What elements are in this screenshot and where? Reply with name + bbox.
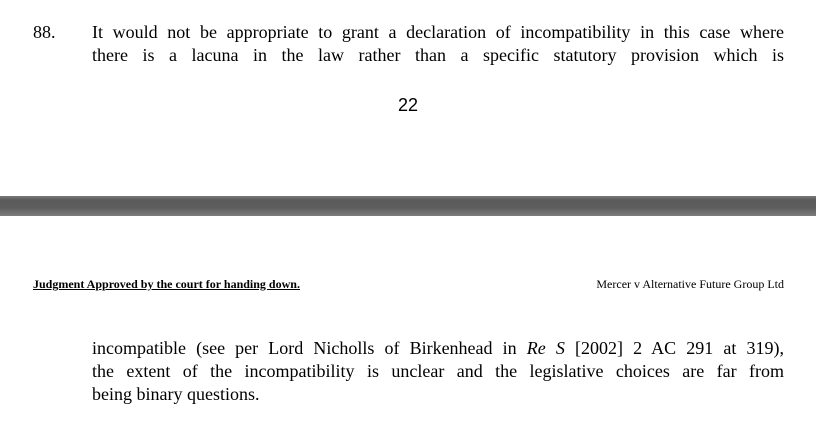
page-top <box>0 0 816 196</box>
page-separator <box>0 196 816 216</box>
paragraph-line: being binary questions. <box>92 384 260 404</box>
paragraph-number: 88. <box>33 22 56 42</box>
text-segment: [2002] 2 AC 291 at 319), <box>564 338 784 358</box>
judgment-header: Judgment Approved by the court for handing down. <box>33 277 300 291</box>
paragraph-line: there is a lacuna in the law rather than a specific statutory provision which is <box>92 45 784 65</box>
case-citation: Re S <box>526 338 565 358</box>
paragraph-88-text <box>92 21 784 67</box>
paragraph-line: It would not be appropriate to grant a declaration of incompatibility in this case where <box>92 22 784 42</box>
paragraph-88-continuation <box>92 337 784 406</box>
case-title-header: Mercer v Alternative Future Group Ltd <box>596 277 784 291</box>
paragraph-line <box>92 337 784 360</box>
paragraph-line: the extent of the incompatibility is unclear and the legislative choices are far from <box>92 361 784 381</box>
text-segment: incompatible (see per Lord Nicholls of Birkenhead in <box>92 338 527 358</box>
page-bottom <box>0 216 816 421</box>
page-number: 22 <box>397 95 419 115</box>
